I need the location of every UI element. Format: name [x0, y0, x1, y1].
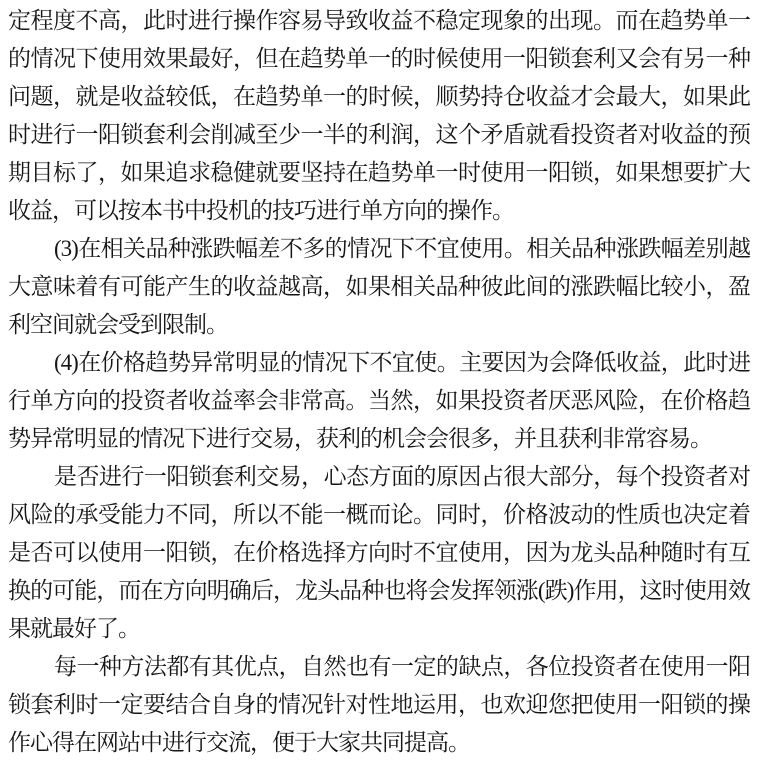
paragraph-continuation: 定程度不高，此时进行操作容易导致收益不稳定现象的出现。而在趋势单一的情况下使用效果最好，但在趋势单一的时候使用一阳锁套利又会有另一种问题，就是收益较低，在趋势单一的时候，顺势持仓收益才会最大，如果此时进行一阳锁套利会削减至少一半的利润，这个矛盾就看投资者对收益的预期目标了，如果追求稳健就要坚持在趋势单一时使用一阳锁，如果想要扩大收益，可以按本书中投机的技巧进行单方向的操作。	[8, 8, 750, 223]
paragraph-closing: 每一种方法都有其优点，自然也有一定的缺点，各位投资者在使用一阳锁套利时一定要结合自身的情况针对性地运用，也欢迎您把使用一阳锁的操作心得在网站中进行交流，便于大家共同提高。	[8, 654, 750, 755]
paragraph-point-4: (4)在价格趋势异常明显的情况下不宜使。主要因为会降低收益，此时进行单方向的投资者收益率会非常高。当然，如果投资者厌恶风险，在价格趋势异常明显的情况下进行交易，获利的机会会很多，并且获利非常容易。	[8, 350, 750, 451]
paragraph-mindset: 是否进行一阳锁套利交易，心态方面的原因占很大部分，每个投资者对风险的承受能力不同，所以不能一概而论。同时，价格波动的性质也决定着是否可以使用一阳锁，在价格选择方向时不宜使用，因为龙头品种随时有互换的可能，而在方向明确后，龙头品种也将会发挥领涨(跌)作用，这时使用效果就最好了。	[8, 464, 750, 641]
paragraph-point-3: (3)在相关品种涨跌幅差不多的情况下不宜使用。相关品种涨跌幅差别越大意味着有可能产生的收益越高，如果相关品种彼此间的涨跌幅比较小，盈利空间就会受到限制。	[8, 236, 750, 337]
document-text-block	[8, 2, 750, 761]
